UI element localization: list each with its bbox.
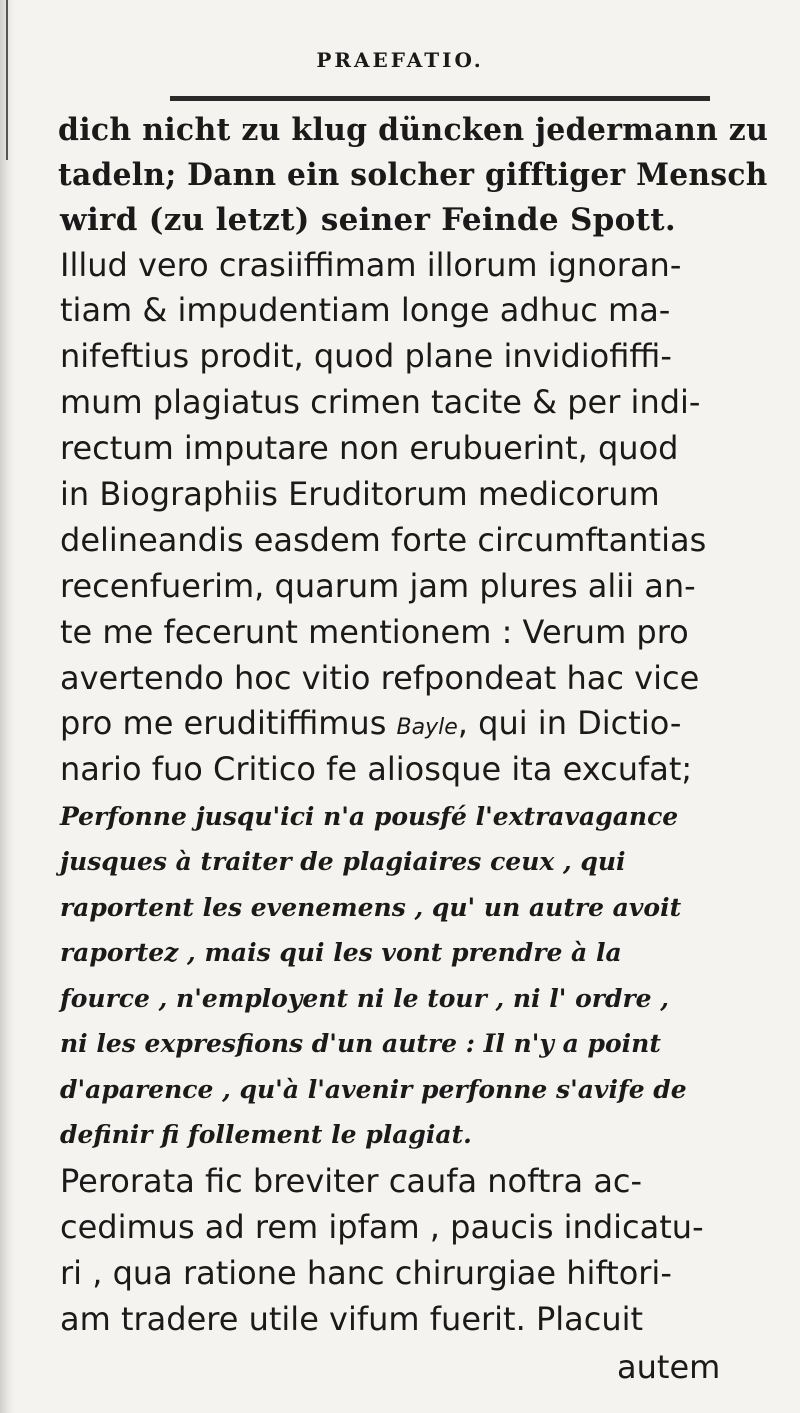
latin-line: nifeftius prodit, quod plane invidiofiffi- — [60, 337, 672, 375]
french-line: fource , n'employent ni le tour , ni l' ordre , — [60, 984, 669, 1013]
latin-line-bayle — [60, 704, 681, 742]
page-edge-line — [6, 0, 8, 160]
latin-line: delineandis easdem forte circumftantias — [60, 521, 707, 559]
french-line: d'aparence , qu'à l'avenir perfonne s'avife de — [60, 1075, 687, 1104]
closing-line: Perorata fic breviter caufa noftra ac- — [60, 1162, 643, 1200]
fraktur-line: dich nicht zu klug düncken jedermann zu — [58, 112, 769, 148]
latin-line: in Biographiis Eruditorum medicorum — [60, 475, 660, 513]
header-rule — [170, 96, 710, 101]
french-line: definir fi follement le plagiat. — [60, 1120, 472, 1149]
latin-line: tiam & impudentiam longe adhuc ma- — [60, 291, 671, 329]
latin-line: recenfuerim, quarum jam plures alii an- — [60, 567, 696, 605]
bayle-after: , qui in Dictio- — [457, 704, 682, 742]
page-edge-shadow — [0, 0, 14, 1413]
french-line: ni les expresfions d'un autre : Il n'y a point — [60, 1029, 661, 1058]
closing-line: ri , qua ratione hanc chirurgiae hiftori- — [60, 1254, 672, 1292]
latin-line: rectum imputare non erubuerint, quod — [60, 429, 679, 467]
running-head: PRAEFATIO. — [316, 48, 484, 72]
latin-line: te me fecerunt mentionem : Verum pro — [60, 613, 689, 651]
latin-line: mum plagiatus crimen tacite & per indi- — [60, 383, 701, 421]
fraktur-line: tadeln; Dann ein solcher gifftiger Mensch — [58, 157, 768, 193]
french-line: raportent les evenemens , qu' un autre avoit — [60, 893, 682, 922]
latin-line: avertendo hoc vitio refpondeat hac vice — [60, 659, 700, 697]
latin-line: nario fuo Critico fe aliosque ita excufat; — [60, 750, 693, 788]
closing-line: cedimus ad rem ipfam , paucis indicatu- — [60, 1208, 704, 1246]
french-line: Perfonne jusqu'ici n'a pousfé l'extravagance — [60, 802, 679, 831]
catchword: autem — [617, 1348, 721, 1386]
bayle-before: pro me eruditiffimus — [60, 704, 397, 742]
french-line: raportez , mais qui les vont prendre à la — [60, 938, 622, 967]
bayle-name: Bayle — [396, 715, 458, 740]
latin-line: Illud vero crasiiffimam illorum ignoran- — [60, 246, 682, 284]
french-line: jusques à traiter de plagiaires ceux , qui — [60, 847, 626, 876]
fraktur-line: wird (zu letzt) seiner Feinde Spott. — [60, 202, 676, 238]
closing-line: am tradere utile vifum fuerit. Placuit — [60, 1300, 644, 1338]
